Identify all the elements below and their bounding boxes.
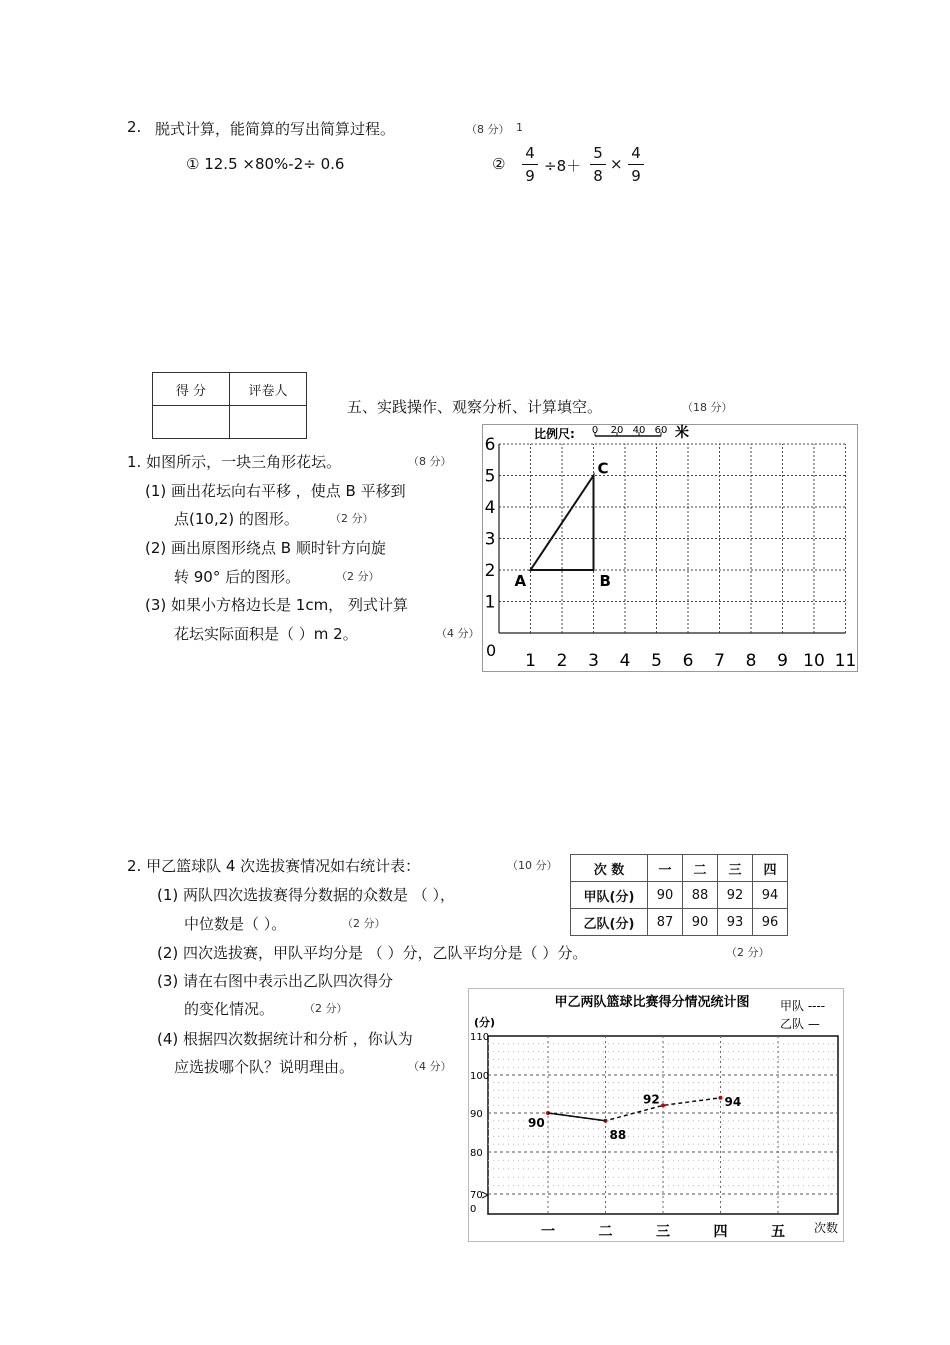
origin-label: 0	[486, 641, 497, 660]
fraction-2-numerator: 5	[593, 144, 603, 162]
x-tick-label: 6	[682, 651, 694, 671]
x-tick-label: 7	[714, 651, 725, 671]
scale-tick-label: 0	[591, 425, 599, 436]
legend-item: 甲队 ----	[780, 999, 826, 1013]
point-label-b: B	[599, 572, 611, 590]
table-row	[571, 882, 788, 909]
q1-title: 1. 如图所示，一块三角形花坛。	[127, 453, 342, 471]
x-tick-label: 五	[771, 1224, 785, 1240]
fraction-1-denominator: 9	[525, 167, 535, 185]
calc-op-1: ÷8＋	[544, 157, 582, 175]
y-tick-label: 0	[470, 1204, 477, 1215]
scale-tick-label: 20	[610, 425, 624, 436]
x-tick-label: 10	[803, 651, 825, 671]
legend-item: 乙队 —	[780, 1017, 820, 1031]
x-tick-label: 8	[745, 651, 757, 671]
score-box-grader-cell[interactable]	[230, 406, 307, 439]
q1-sub3-line2: 花坛实际面积是（ ）m 2。	[174, 625, 358, 643]
x-tick-label: 一	[541, 1224, 555, 1240]
q1-sub1-line1: (1) 画出花坛向右平移 ，使点 B 平移到	[145, 482, 406, 500]
q2-sub2: (2) 四次选拔赛，甲队平均分是 （ ）分，乙队平均分是（ ）分。	[157, 944, 588, 962]
fraction-1-numerator: 4	[525, 144, 535, 162]
q2-sub4-line2: 应选拔哪个队？说明理由。	[174, 1058, 355, 1076]
score-box-score-label: 得 分	[153, 373, 230, 406]
fraction-3-numerator: 4	[631, 144, 641, 162]
row-label: 甲队(分)	[571, 882, 648, 909]
calc-item-2-marker: ②	[492, 155, 506, 173]
header-cell: 次 数	[571, 855, 648, 882]
header-cell: 三	[718, 855, 753, 882]
y-tick-label: 4	[484, 498, 496, 518]
scale-label: 比例尺:	[534, 427, 575, 441]
y-tick-label: 1	[484, 592, 496, 613]
score-box-score-cell[interactable]	[153, 406, 230, 439]
data-point	[719, 1096, 723, 1100]
q2-sub4-line1: (4) 根据四次数据统计和分析 ，你认为	[157, 1030, 413, 1048]
point-label-a: A	[514, 572, 527, 590]
x-axis-label: 次数	[814, 1221, 839, 1235]
y-tick-label: 70	[470, 1190, 483, 1201]
x-tick-label: 5	[651, 651, 662, 671]
fraction-3	[628, 143, 644, 186]
q2-team-title: 2. 甲乙篮球队 4 次选拔赛情况如右统计表：	[127, 857, 421, 875]
x-tick-label: 三	[656, 1224, 670, 1240]
header-cell: 二	[683, 855, 718, 882]
q1-sub2-line1: (2) 画出原图形绕点 B 顺时针方向旋	[145, 539, 386, 557]
x-tick-label: 3	[588, 651, 599, 671]
row-label: 乙队(分)	[571, 909, 648, 936]
scale-tick-label: 40	[632, 425, 646, 436]
q2-team-points: （10 分）	[507, 859, 558, 872]
table-cell: 92	[718, 882, 753, 909]
data-label: 94	[724, 1094, 742, 1109]
y-tick-label: 3	[484, 529, 496, 550]
q2-sub2-points: （2 分）	[726, 946, 770, 959]
scale-unit: 米	[675, 425, 689, 441]
q2-sub1-points: （2 分）	[342, 917, 386, 930]
q2-sub3-points: （2 分）	[304, 1002, 348, 1015]
q1-sub1-line2: 点(10,2) 的图形。	[174, 510, 299, 528]
q1-sub2-points: （2 分）	[336, 570, 380, 583]
table-cell: 88	[683, 882, 718, 909]
header-cell: 一	[648, 855, 683, 882]
q2-calc-points: （8 分）	[466, 123, 510, 136]
y-tick-label: 5	[484, 466, 496, 487]
fraction-3-denominator: 9	[631, 167, 641, 185]
fraction-2	[590, 143, 606, 186]
q1-sub3-points: （4 分）	[436, 627, 480, 640]
y-tick-label: 110	[470, 1032, 490, 1043]
grid-diagram	[482, 424, 858, 672]
table-cell: 90	[683, 909, 718, 936]
table-row	[571, 909, 788, 936]
q2-sub3-line1: (3) 请在右图中表示出乙队四次得分	[157, 972, 394, 990]
data-label: 88	[609, 1127, 627, 1142]
x-tick-label: 11	[834, 651, 857, 671]
table-cell: 93	[718, 909, 753, 936]
data-point	[661, 1103, 665, 1107]
q2-sub1-line2: 中位数是（ ）。	[184, 915, 287, 933]
y-axis-label: (分)	[474, 1016, 496, 1029]
x-tick-label: 1	[525, 651, 536, 671]
score-table-header	[571, 855, 788, 882]
score-table	[570, 854, 788, 936]
calc-op-2: ×	[610, 155, 623, 173]
header-cell: 四	[753, 855, 788, 882]
score-box	[152, 372, 307, 439]
section-5-title: 五、实践操作、观察分析、计算填空。	[347, 398, 603, 416]
q2-sub3-line2: 的变化情况。	[184, 1000, 275, 1018]
calc-item-1: ① 12.5 ×80%-2÷ 0.6	[186, 155, 345, 173]
y-tick-label: 80	[470, 1148, 483, 1159]
score-box-grader-label: 评卷人	[230, 373, 307, 406]
scale-tick-label: 60	[654, 425, 668, 436]
q1-sub3-line1: (3) 如果小方格边长是 1cm， 列式计算	[145, 596, 408, 614]
q2-calc-trail: 1	[516, 121, 523, 134]
q1-sub2-line2: 转 90° 后的图形。	[174, 568, 301, 586]
table-cell: 94	[753, 882, 788, 909]
y-tick-label: 90	[470, 1109, 483, 1120]
q2-sub4-points: （4 分）	[408, 1060, 452, 1073]
data-label: 92	[643, 1092, 660, 1107]
data-label: 90	[528, 1116, 545, 1130]
q2-sub1-line1: (1) 两队四次选拔赛得分数据的众数是 （ ），	[157, 886, 456, 904]
line-chart	[468, 988, 844, 1242]
table-cell: 87	[648, 909, 683, 936]
q2-calc-number: 2.	[127, 118, 142, 136]
fraction-2-denominator: 8	[593, 167, 603, 185]
x-tick-label: 二	[598, 1224, 613, 1240]
fraction-1	[522, 143, 538, 186]
x-tick-label: 四	[713, 1224, 728, 1240]
q1-points: （8 分）	[408, 455, 452, 468]
y-tick-label: 2	[484, 561, 496, 581]
table-cell: 96	[753, 909, 788, 936]
point-label-c: C	[597, 459, 609, 478]
table-cell: 90	[648, 882, 683, 909]
q1-sub1-points: （2 分）	[330, 512, 374, 525]
section-5-points: （18 分）	[682, 401, 733, 414]
q2-calc-text: 脱式计算，能简算的写出简算过程。	[155, 120, 396, 138]
chart-title: 甲乙两队篮球比赛得分情况统计图	[554, 995, 750, 1010]
x-tick-label: 2	[556, 651, 568, 671]
x-tick-label: 9	[777, 651, 788, 671]
x-tick-label: 4	[619, 651, 631, 671]
y-tick-label: 100	[470, 1071, 490, 1082]
y-tick-label: 6	[484, 435, 496, 455]
